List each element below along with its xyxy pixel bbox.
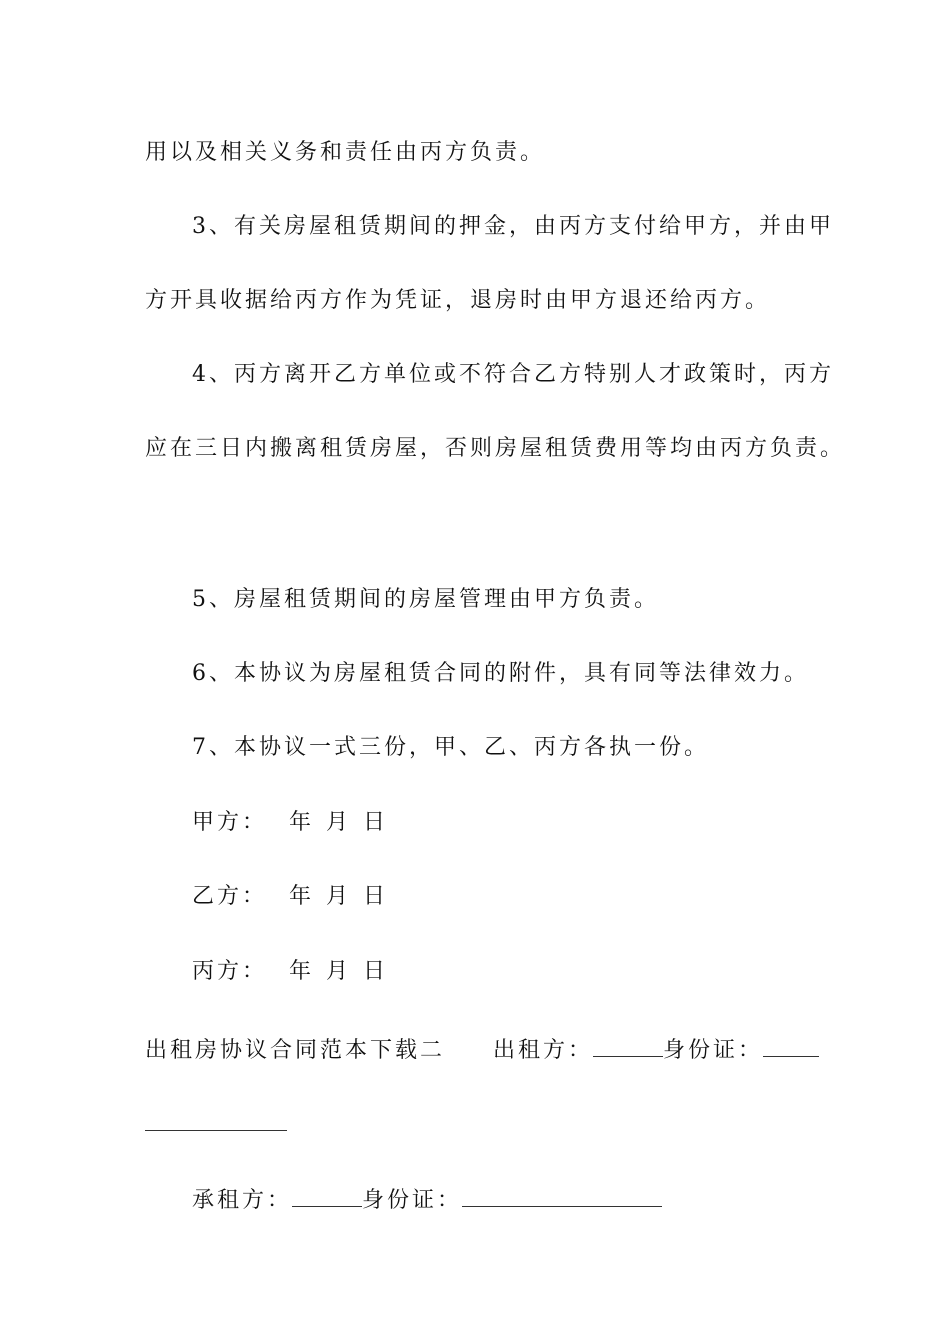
paragraph-continuation: 用以及相关义务和责任由丙方负责。 <box>145 140 546 165</box>
signature-party-c <box>192 957 388 987</box>
day-label: 日 <box>363 884 389 909</box>
month-label: 月 <box>326 959 352 984</box>
second-contract-header <box>145 1034 819 1066</box>
clause-3-line-2: 方开具收据给丙方作为凭证，退房时由甲方退还给丙方。 <box>145 288 771 313</box>
signature-party-b <box>192 882 388 912</box>
party-label: 丙方： <box>192 959 268 984</box>
party-label: 甲方： <box>192 810 268 835</box>
contract-title: 出租房协议合同范本下载二 <box>145 1038 446 1063</box>
lessor-blank <box>593 1034 663 1057</box>
clause-3-line-1: 3、有关房屋租赁期间的押金，由丙方支付给甲方，并由甲 <box>192 214 834 239</box>
day-label: 日 <box>363 810 389 835</box>
clause-5: 5、房屋租赁期间的房屋管理由甲方负责。 <box>192 587 659 612</box>
month-label: 月 <box>326 884 352 909</box>
lessee-blank <box>292 1184 362 1207</box>
year-label: 年 <box>289 810 315 835</box>
lessor-id-blank <box>763 1034 819 1057</box>
month-label: 月 <box>326 810 352 835</box>
signature-party-a <box>192 808 388 838</box>
party-label: 乙方： <box>192 884 268 909</box>
clause-4-line-1: 4、丙方离开乙方单位或不符合乙方特别人才政策时，丙方 <box>192 362 834 387</box>
day-label: 日 <box>363 959 389 984</box>
lessor-id-label: 身份证： <box>663 1038 764 1063</box>
lessor-id-blank-continuation <box>145 1130 287 1131</box>
lessor-label: 出租方： <box>493 1038 594 1063</box>
clause-4-line-2: 应在三日内搬离租赁房屋，否则房屋租赁费用等均由丙方负责。 <box>145 436 846 461</box>
lessee-line <box>192 1184 662 1216</box>
lessee-id-blank <box>462 1184 662 1207</box>
clause-6: 6、本协议为房屋租赁合同的附件，具有同等法律效力。 <box>192 661 809 686</box>
year-label: 年 <box>289 959 315 984</box>
clause-7: 7、本协议一式三份，甲、乙、丙方各执一份。 <box>192 735 709 760</box>
lessee-label: 承租方： <box>192 1188 293 1213</box>
lessee-id-label: 身份证： <box>362 1188 463 1213</box>
year-label: 年 <box>289 884 315 909</box>
